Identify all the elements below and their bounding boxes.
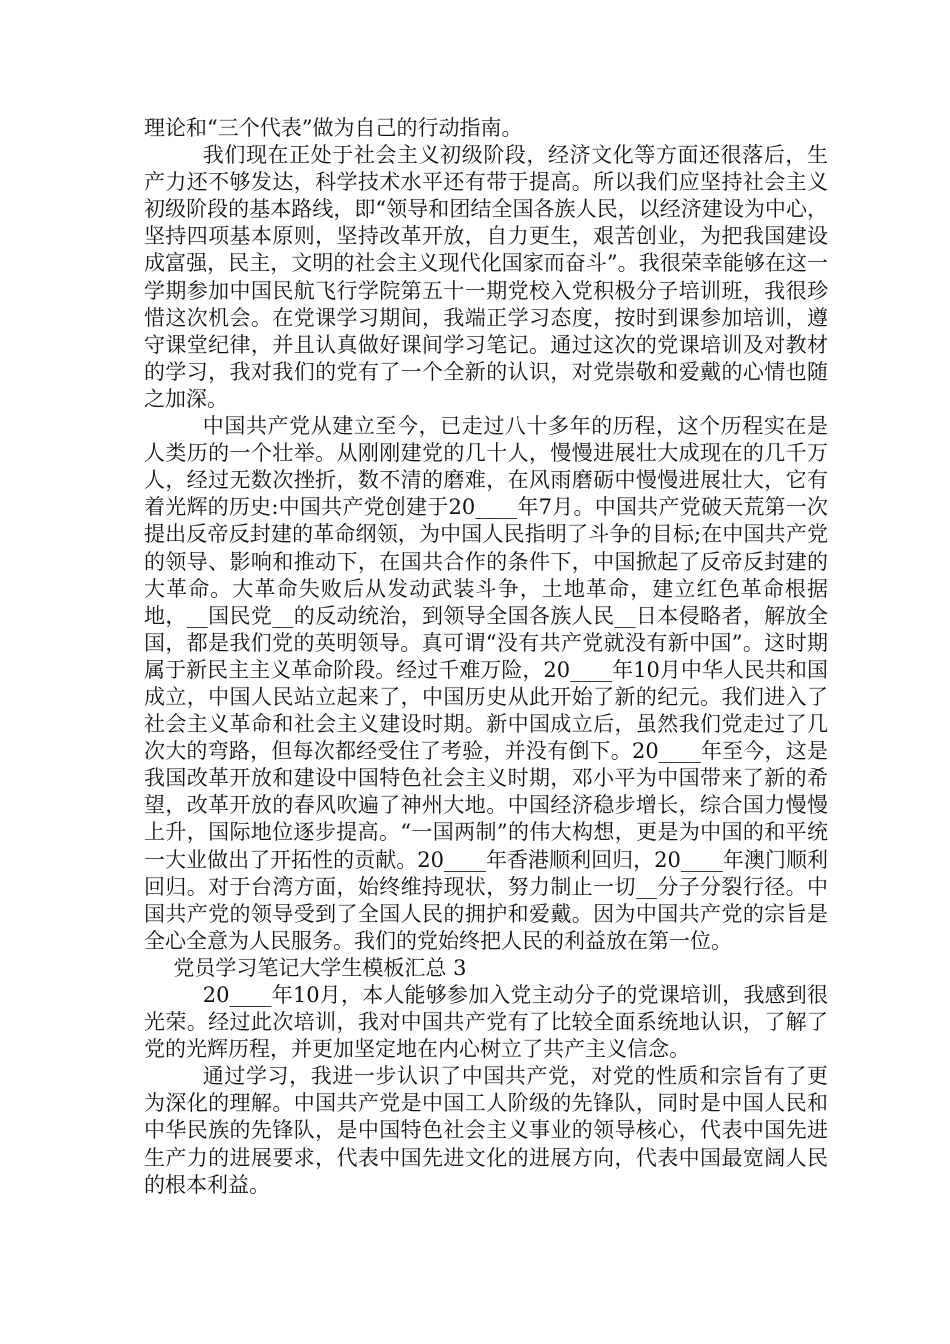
paragraph-training: 20____年10月，本人能够参加入党主动分子的党课培训，我感到很光荣。经过此次培训，我对中国共产党有了比较全面系统地认识，了解了党的光辉历程，并更加坚定地在内心树立了共产主义信念。: [144, 983, 828, 1062]
section-heading: 党员学习笔记大学生模板汇总 3: [173, 955, 467, 980]
document-page: [144, 115, 828, 1199]
paragraph-primary-stage: 我们现在正处于社会主义初级阶段，经济文化等方面还很落后，生产力还不够发达，科学技术水平还有带于提高。所以我们应坚持社会主义初级阶段的基本路线，即“领导和团结全国各族人民，以经济建设为中心，坚持四项基本原则，坚持改革开放，自力更生，艰苦创业，为把我国建设成富强，民主，文明的社会主义现代化国家而奋斗”。我很荣幸能够在这一学期参加中国民航飞行学院第五十一期党校入党积极分子培训班，我很珍惜这次机会。在党课学习期间，我端正学习态度，按时到课参加培训，遵守课堂纪律，并且认真做好课间学习笔记。通过这次的党课培训及对教材的学习，我对我们的党有了一个全新的认识，对党崇敬和爱戴的心情也随之加深。: [144, 143, 828, 411]
paragraph-understanding: 通过学习，我进一步认识了中国共产党，对党的性质和宗旨有了更为深化的理解。中国共产党是中国工人阶级的先锋队，同时是中国人民和中华民族的先锋队，是中国特色社会主义事业的领导核心，代表中国先进生产力的进展要求，代表中国先进文化的进展方向，代表中国最宽阔人民的根本利益。: [144, 1064, 828, 1197]
paragraph-continuation: 理论和“三个代表”做为自己的行动指南。: [144, 116, 523, 140]
paragraph-party-history: 中国共产党从建立至今，已走过八十多年的历程，这个历程实在是人类历的一个壮举。从刚刚建党的几十人，慢慢进展壮大成现在的几千万人，经过无数次挫折，数不清的磨难，在风雨磨砺中慢慢进展壮大，它有着光辉的历史:中国共产党创建于20____年7月。中国共产党破天荒第一次提出反帝反封建的革命纲领，为中国人民指明了斗争的目标;在中国共产党的领导、影响和推动下，在国共合作的条件下，中国掀起了反帝反封建的大革命。大革命失败后从发动武装斗争，土地革命，建立红色革命根据地，__国民党__的反动统治，到领导全国各族人民__日本侵略者，解放全国，都是我们党的英明领导。真可谓“没有共产党就没有新中国”。这时期属于新民主主义革命阶段。经过千难万险，20____年10月中华人民共和国成立，中国人民站立起来了，中国历史从此开始了新的纪元。我们进入了社会主义革命和社会主义建设时期。新中国成立后，虽然我们党走过了几次大的弯路，但每次都经受住了考验，并没有倒下。20____年至今，这是我国改革开放和建设中国特色社会主义时期，邓小平为中国带来了新的希望，改革开放的春风吹遍了神州大地。中国经济稳步增长，综合国力慢慢上升，国际地位逐步提高。“一国两制”的伟大构想，更是为中国的和平统一大业做出了开拓性的贡献。20____年香港顺利回归，20____年澳门顺利回归。对于台湾方面，始终维持现状，努力制止一切__分子分裂行径。中国共产党的领导受到了全国人民的拥护和爱戴。因为中国共产党的宗旨是全心全意为人民服务。我们的党始终把人民的利益放在第一位。: [144, 414, 828, 953]
